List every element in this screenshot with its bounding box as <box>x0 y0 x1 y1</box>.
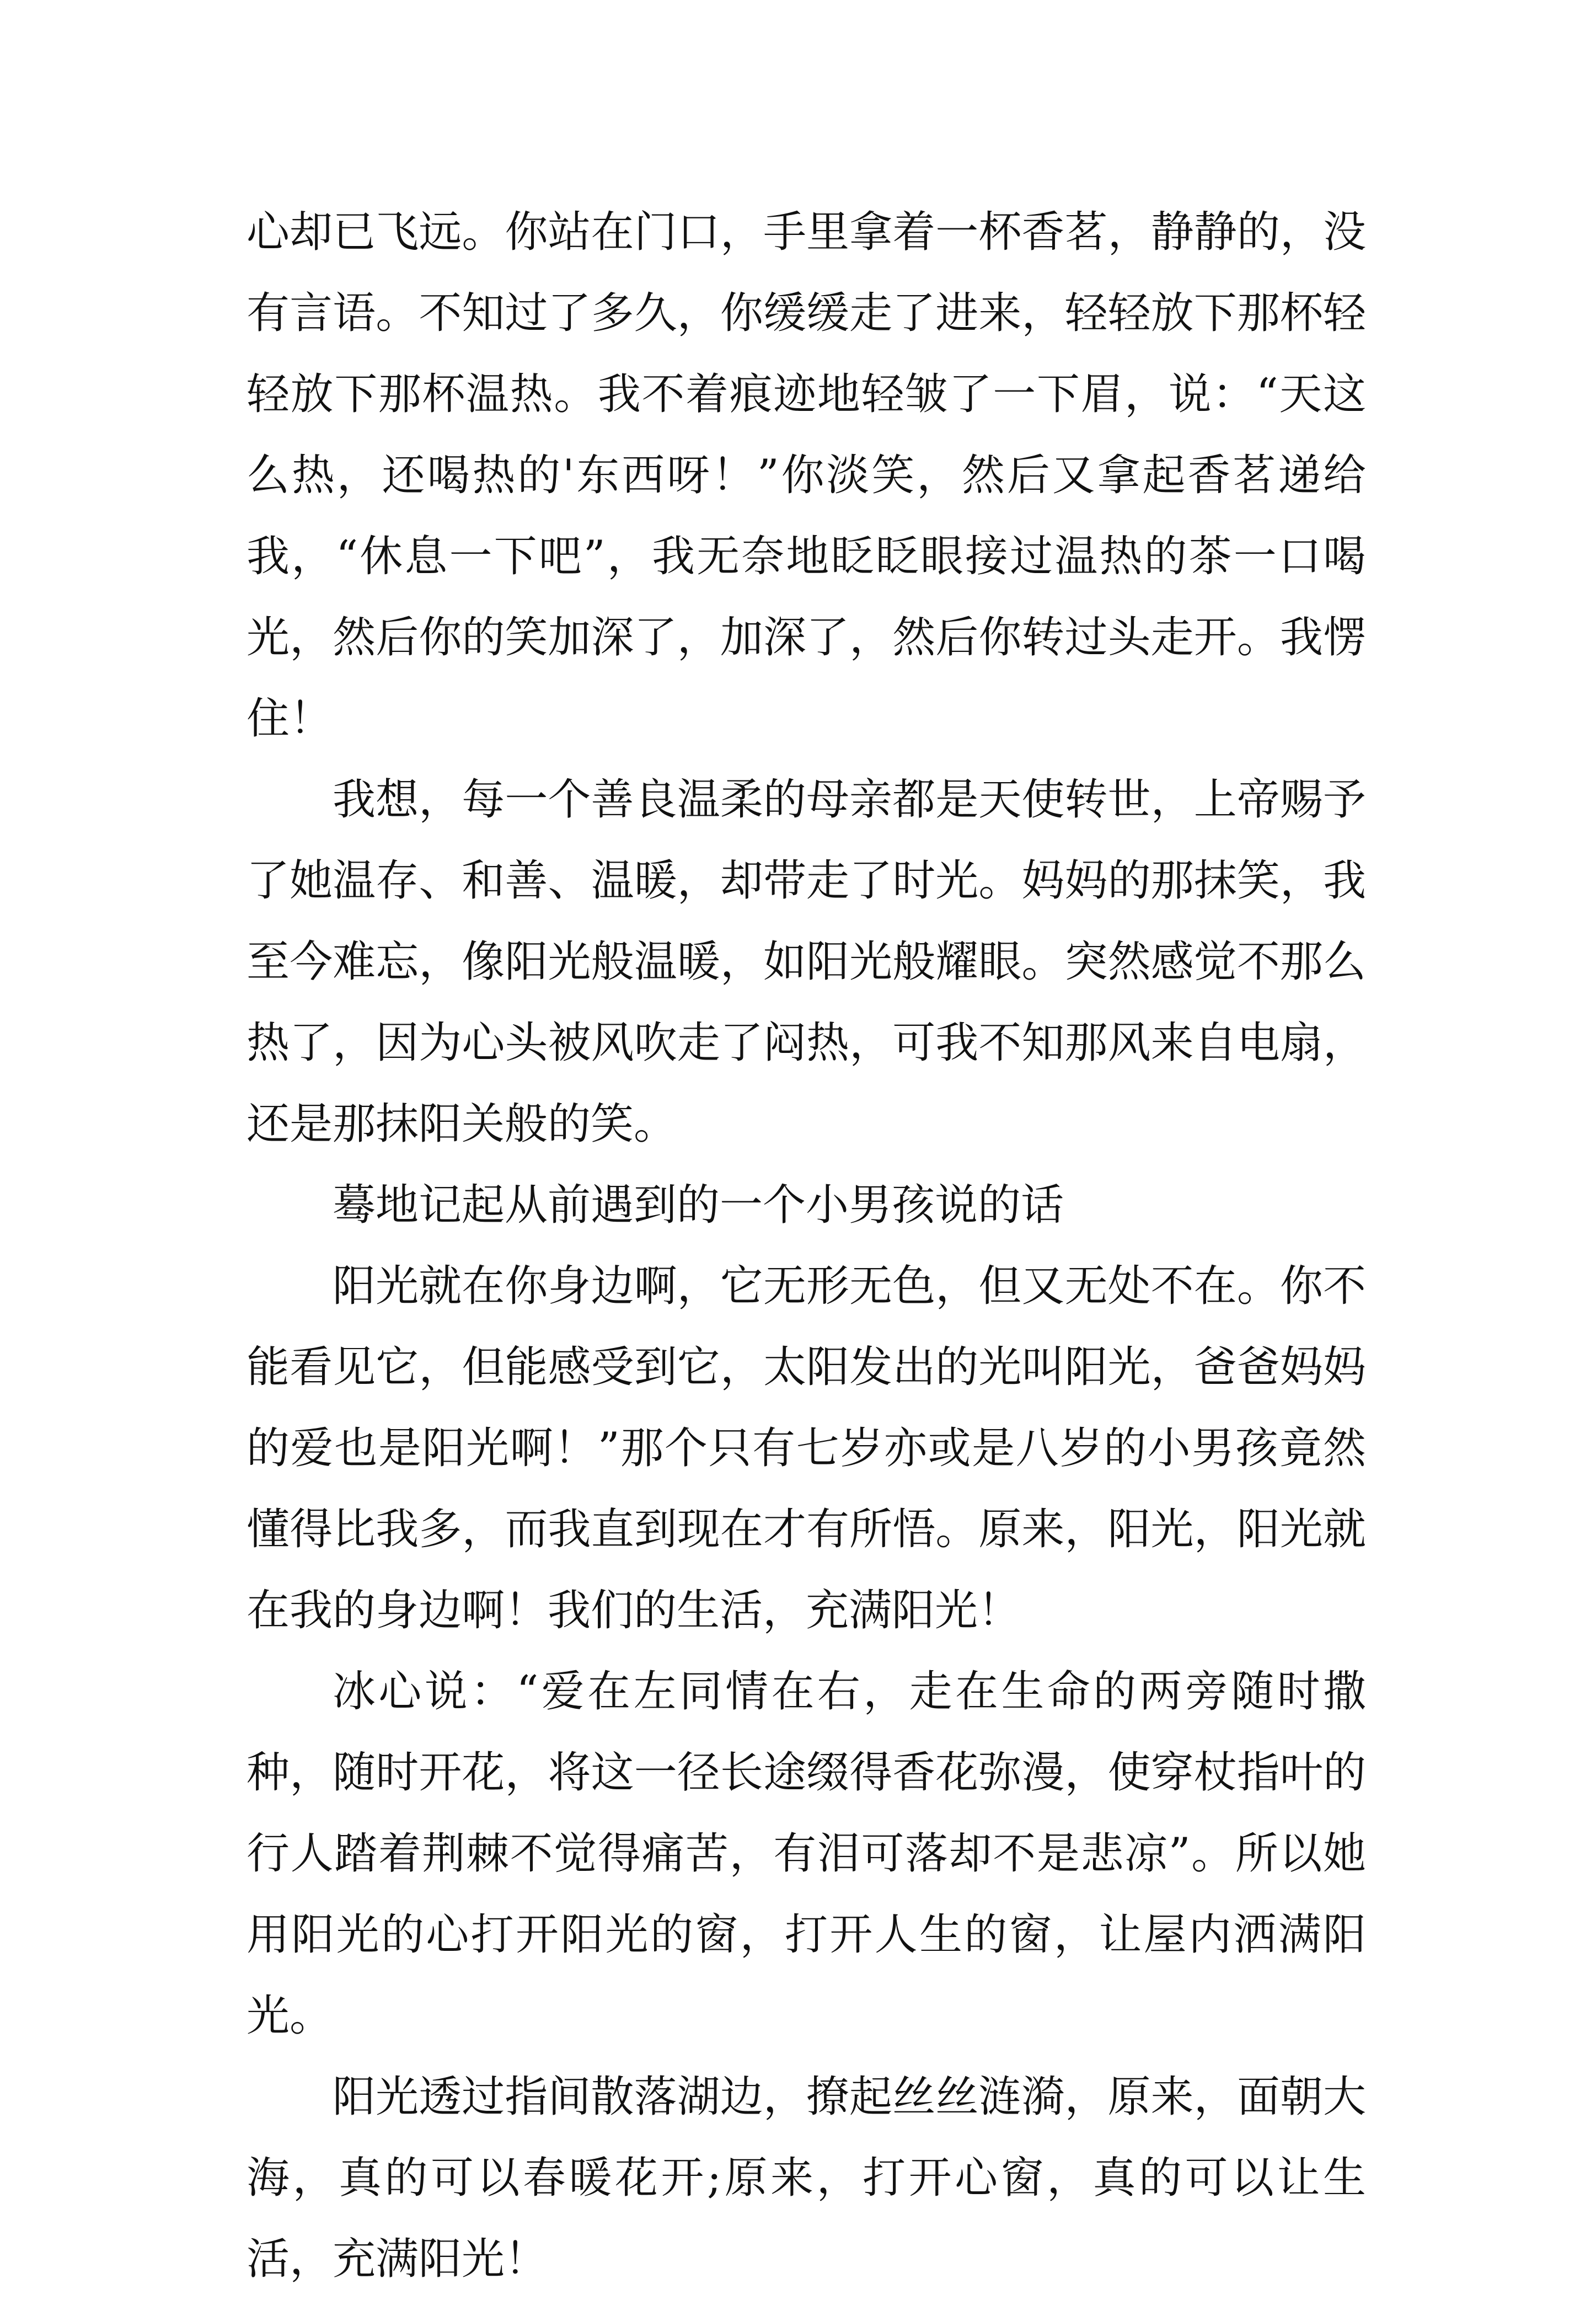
paragraph-3: 蓦地记起从前遇到的一个小男孩说的话 <box>333 1180 1064 1230</box>
paragraph-5: 冰心说：“爱在左同情在右，走在生命的两旁随时撒种，随时开花，将这一径长途缀得香花弥漫，使穿杖指叶的行人踏着荆棘不觉得痛苦，有泪可落却不是悲凉”。所以她用阳光的心打开阳光的窗，打开人生的窗，让屋内洒满阳光。 <box>247 1667 1366 2041</box>
paragraph-2: 我想，每一个善良温柔的母亲都是天使转世，上帝赐予了她温存、和善、温暖，却带走了时光。妈妈的那抹笑，我至今难忘，像阳光般温暖，如阳光般耀眼。突然感觉不那么热了，因为心头被风吹走了闷热，可我不知那风来自电扇，还是那抹阳关般的笑。 <box>247 775 1366 1149</box>
essay-body <box>247 192 1366 2300</box>
paragraph-1: 心却已飞远。你站在门口，手里拿着一杯香茗，静静的，没有言语。不知过了多久，你缓缓走了进来，轻轻放下那杯轻轻放下那杯温热。我不着痕迹地轻皱了一下眉，说：“天这么热，还喝热的'东西呀！”你淡笑，然后又拿起香茗递给我，“休息一下吧”，我无奈地眨眨眼接过温热的茶一口喝光，然后你的笑加深了，加深了，然后你转过头走开。我愣住！ <box>247 207 1366 744</box>
paragraph-6: 阳光透过指间散落湖边，撩起丝丝涟漪，原来，面朝大海，真的可以春暖花开;原来，打开心窗，真的可以让生活，充满阳光！ <box>247 2072 1366 2284</box>
paragraph-4: 阳光就在你身边啊，它无形无色，但又无处不在。你不能看见它，但能感受到它，太阳发出的光叫阳光，爸爸妈妈的爱也是阳光啊！”那个只有七岁亦或是八岁的小男孩竟然懂得比我多，而我直到现在才有所悟。原来，阳光，阳光就在我的身边啊！我们的生活，充满阳光！ <box>247 1261 1366 1635</box>
